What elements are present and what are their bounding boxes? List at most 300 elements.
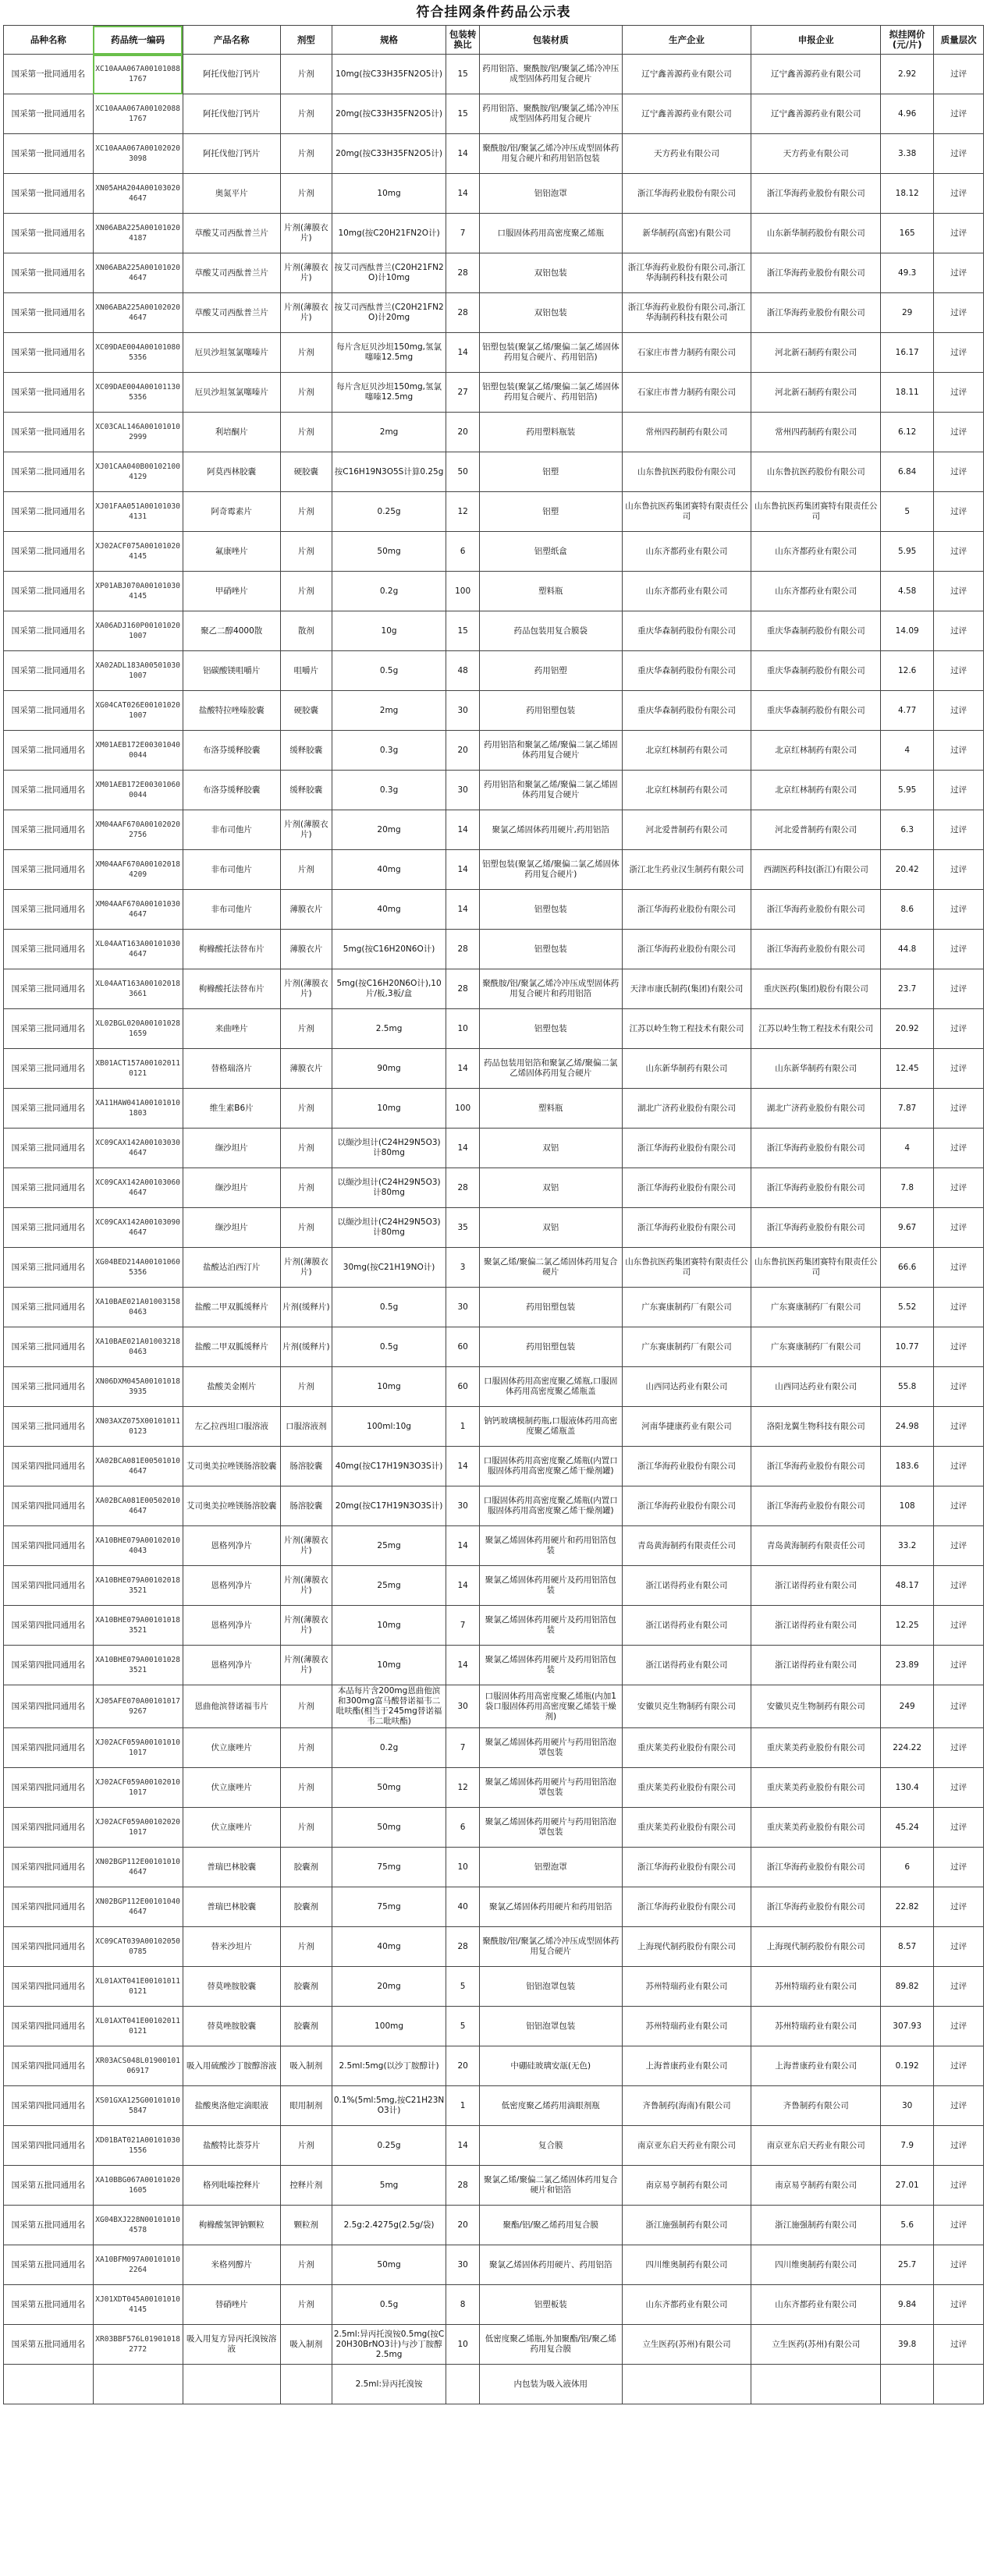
cell-variety: 国采第一批同通用名 bbox=[4, 55, 94, 94]
cell-product: 枸橼酸托法替布片 bbox=[183, 969, 280, 1009]
col-header-code[interactable]: 药品统一编码 bbox=[93, 26, 183, 55]
cell-code: XR03ACS048L0190010106917 bbox=[93, 2046, 183, 2086]
cell-code: XS01GXA125G001010105847 bbox=[93, 2086, 183, 2126]
cell-manufacturer: 苏州特瑞药业有限公司 bbox=[622, 2007, 751, 2046]
table-row[interactable] bbox=[4, 1728, 984, 1768]
cell-spec: 2mg bbox=[332, 691, 446, 731]
cell-applicant: 河北爱普制药有限公司 bbox=[751, 810, 881, 850]
table-row[interactable] bbox=[4, 1808, 984, 1848]
cell-spec: 按艾司西酞普兰(C20H21FN2O)计20mg bbox=[332, 293, 446, 333]
cell-dosage-form: 片剂(缓释片) bbox=[280, 1327, 332, 1367]
cell-quality: 过评 bbox=[934, 174, 984, 214]
table-row[interactable] bbox=[4, 1089, 984, 1129]
cell-dosage-form: 片剂 bbox=[280, 1367, 332, 1407]
cell-applicant: 山东鲁抗医药集团赛特有限责任公司 bbox=[751, 1248, 881, 1288]
table-row[interactable] bbox=[4, 1288, 984, 1327]
table-row[interactable] bbox=[4, 532, 984, 572]
cell-quality: 过评 bbox=[934, 1685, 984, 1728]
cell-variety: 国采第四批同通用名 bbox=[4, 1728, 94, 1768]
cell-quality: 过评 bbox=[934, 930, 984, 969]
cell-pack-material: 铝塑纸盒 bbox=[479, 532, 622, 572]
cell-product: 草酸艾司西酞普兰片 bbox=[183, 253, 280, 293]
table-row[interactable] bbox=[4, 1367, 984, 1407]
cell-pack-material: 聚酯/铝/聚乙烯药用复合膜 bbox=[479, 2206, 622, 2245]
cell-spec: 5mg(按C16H20N6O计) bbox=[332, 930, 446, 969]
cell-pack-material: 铝塑 bbox=[479, 492, 622, 532]
cell-applicant: 南京易亨制药有限公司 bbox=[751, 2166, 881, 2206]
cell-variety: 国采第四批同通用名 bbox=[4, 2007, 94, 2046]
cell-variety: 国采第三批同通用名 bbox=[4, 1129, 94, 1168]
cell-product: 盐酸二甲双胍缓释片 bbox=[183, 1288, 280, 1327]
cell-product: 吸入用复方异丙托溴铵溶液 bbox=[183, 2325, 280, 2365]
cell-dosage-form: 片剂(薄膜衣片) bbox=[280, 1606, 332, 1646]
cell-manufacturer: 浙江北生药业汉生制药有限公司 bbox=[622, 850, 751, 890]
cell-pack-material: 药用铝塑包装 bbox=[479, 691, 622, 731]
table-row[interactable] bbox=[4, 2166, 984, 2206]
cell-code: XA02ADL183A005010301007 bbox=[93, 651, 183, 691]
table-row[interactable] bbox=[4, 2285, 984, 2325]
cell-applicant: 上海现代制药股份有限公司 bbox=[751, 1927, 881, 1967]
cell-applicant: 齐鲁制药有限公司 bbox=[751, 2086, 881, 2126]
table-row[interactable] bbox=[4, 930, 984, 969]
cell-quality: 过评 bbox=[934, 1208, 984, 1248]
cell-product: 盐酸达泊西汀片 bbox=[183, 1248, 280, 1288]
cell-code: XC09DAE004A001011305356 bbox=[93, 373, 183, 413]
cell-manufacturer: 浙江华海药业股份有限公司,浙江华海制药科技有限公司 bbox=[622, 253, 751, 293]
cell-applicant: 广东赛康制药厂有限公司 bbox=[751, 1327, 881, 1367]
cell-product: 恩格列净片 bbox=[183, 1606, 280, 1646]
cell-quality: 过评 bbox=[934, 1288, 984, 1327]
cell-price: 130.4 bbox=[881, 1768, 934, 1808]
cell-dosage-form: 片剂 bbox=[280, 94, 332, 134]
cell-pack-ratio: 20 bbox=[446, 413, 480, 452]
table-row[interactable] bbox=[4, 1967, 984, 2007]
cell-quality: 过评 bbox=[934, 134, 984, 174]
table-row[interactable] bbox=[4, 1646, 984, 1685]
cell-manufacturer: 重庆莱美药业股份有限公司 bbox=[622, 1728, 751, 1768]
cell-price: 23.7 bbox=[881, 969, 934, 1009]
table-row[interactable] bbox=[4, 452, 984, 492]
cell-spec: 0.3g bbox=[332, 771, 446, 810]
cell-dosage-form: 片剂(薄膜衣片) bbox=[280, 1646, 332, 1685]
table-row[interactable] bbox=[4, 1927, 984, 1967]
cell-manufacturer: 山东齐都药业有限公司 bbox=[622, 532, 751, 572]
cell-spec: 以缬沙坦计(C24H29N5O3)计80mg bbox=[332, 1129, 446, 1168]
cell-spec: 以缬沙坦计(C24H29N5O3)计80mg bbox=[332, 1168, 446, 1208]
table-row[interactable] bbox=[4, 651, 984, 691]
cell-product: 替莫唑胺胶囊 bbox=[183, 2007, 280, 2046]
cell-price: 165 bbox=[881, 214, 934, 253]
cell-pack-material: 聚氯乙烯/聚偏二氯乙烯固体药用复合硬片和铝箔 bbox=[479, 2166, 622, 2206]
cell-price: 20.42 bbox=[881, 850, 934, 890]
cell-manufacturer: 辽宁鑫善源药业有限公司 bbox=[622, 94, 751, 134]
cell-pack-material: 复合膜 bbox=[479, 2126, 622, 2166]
cell-quality: 过评 bbox=[934, 1129, 984, 1168]
cell-spec: 0.5g bbox=[332, 1327, 446, 1367]
cell-price: 3.38 bbox=[881, 134, 934, 174]
cell-spec: 10mg bbox=[332, 174, 446, 214]
cell-spec: 20mg bbox=[332, 1967, 446, 2007]
cell-code: XC09CAT039A001020500785 bbox=[93, 1927, 183, 1967]
table-row[interactable] bbox=[4, 214, 984, 253]
cell-pack-material: 聚氯乙烯固体药用硬片和药用铝箔包装 bbox=[479, 1526, 622, 1566]
cell-applicant: 广东赛康制药厂有限公司 bbox=[751, 1288, 881, 1327]
cell-code: XN06ABA225A001010204187 bbox=[93, 214, 183, 253]
cell-variety bbox=[4, 2365, 94, 2404]
cell-code: XA10BFM097A001010102264 bbox=[93, 2245, 183, 2285]
table-row[interactable] bbox=[4, 1447, 984, 1486]
table-row[interactable] bbox=[4, 1566, 984, 1606]
table-row[interactable] bbox=[4, 2365, 984, 2404]
cell-applicant: 北京红林制药有限公司 bbox=[751, 771, 881, 810]
col-header-price: 拟挂网价(元/片) bbox=[881, 26, 934, 55]
cell-manufacturer: 浙江华海药业股份有限公司 bbox=[622, 1208, 751, 1248]
cell-price: 12.25 bbox=[881, 1606, 934, 1646]
cell-manufacturer: 江苏以岭生物工程技术有限公司 bbox=[622, 1009, 751, 1049]
cell-price: 33.2 bbox=[881, 1526, 934, 1566]
cell-quality: 过评 bbox=[934, 810, 984, 850]
cell-variety: 国采第一批同通用名 bbox=[4, 134, 94, 174]
cell-price: 108 bbox=[881, 1486, 934, 1526]
cell-dosage-form: 片剂(薄膜衣片) bbox=[280, 214, 332, 253]
cell-price: 45.24 bbox=[881, 1808, 934, 1848]
drug-table bbox=[3, 25, 984, 2404]
cell-pack-material: 口服固体药用高密度聚乙烯瓶,口服固体药用高密度聚乙烯瓶盖 bbox=[479, 1367, 622, 1407]
cell-manufacturer: 四川维奥制药有限公司 bbox=[622, 2245, 751, 2285]
cell-applicant: 浙江华海药业股份有限公司 bbox=[751, 1129, 881, 1168]
cell-product: 替格瑞洛片 bbox=[183, 1049, 280, 1089]
cell-pack-material: 聚氯乙烯固体药用硬片与药用铝箔泡罩包装 bbox=[479, 1808, 622, 1848]
cell-pack-material: 铝塑包装 bbox=[479, 930, 622, 969]
cell-applicant: 浙江华海药业股份有限公司 bbox=[751, 1168, 881, 1208]
table-row[interactable] bbox=[4, 691, 984, 731]
cell-product: 缬沙坦片 bbox=[183, 1129, 280, 1168]
cell-code: XA02BCA081E005010104647 bbox=[93, 1447, 183, 1486]
cell-product: 替莫唑胺胶囊 bbox=[183, 1967, 280, 2007]
cell-pack-ratio: 60 bbox=[446, 1367, 480, 1407]
cell-spec: 10g bbox=[332, 611, 446, 651]
cell-spec: 5mg bbox=[332, 2166, 446, 2206]
cell-code: XM01AEB172E003010600044 bbox=[93, 771, 183, 810]
cell-pack-ratio: 30 bbox=[446, 1685, 480, 1728]
cell-pack-ratio: 48 bbox=[446, 651, 480, 691]
cell-dosage-form: 片剂 bbox=[280, 1168, 332, 1208]
cell-code: XL01AXT041E001020110121 bbox=[93, 2007, 183, 2046]
table-row[interactable] bbox=[4, 771, 984, 810]
cell-manufacturer: 浙江施强制药有限公司 bbox=[622, 2206, 751, 2245]
table-row[interactable] bbox=[4, 1606, 984, 1646]
cell-code: XN05AHA204A001030204647 bbox=[93, 174, 183, 214]
cell-applicant: 重庆华森制药股份有限公司 bbox=[751, 691, 881, 731]
cell-pack-material: 聚氯乙烯固体药用硬片及药用铝箔包装 bbox=[479, 1646, 622, 1685]
cell-price: 23.89 bbox=[881, 1646, 934, 1685]
cell-code: XN03AXZ075X001010110123 bbox=[93, 1407, 183, 1447]
cell-manufacturer: 河南华捷康药业有限公司 bbox=[622, 1407, 751, 1447]
cell-dosage-form: 咀嚼片 bbox=[280, 651, 332, 691]
cell-product: 缬沙坦片 bbox=[183, 1208, 280, 1248]
cell-applicant: 江苏以岭生物工程技术有限公司 bbox=[751, 1009, 881, 1049]
cell-quality: 过评 bbox=[934, 1049, 984, 1089]
cell-variety: 国采第二批同通用名 bbox=[4, 572, 94, 611]
cell-manufacturer: 浙江华海药业股份有限公司 bbox=[622, 890, 751, 930]
cell-quality: 过评 bbox=[934, 1887, 984, 1927]
cell-price: 4.77 bbox=[881, 691, 934, 731]
cell-code: XJ02ACF075A001010204145 bbox=[93, 532, 183, 572]
cell-applicant: 山东齐都药业有限公司 bbox=[751, 572, 881, 611]
table-row[interactable] bbox=[4, 134, 984, 174]
cell-pack-material: 聚酰胺/铝/聚氯乙烯冷冲压成型固体药用复合硬片和药用铝箔包装 bbox=[479, 134, 622, 174]
cell-variety: 国采第五批同通用名 bbox=[4, 2285, 94, 2325]
cell-manufacturer: 山东齐都药业有限公司 bbox=[622, 572, 751, 611]
table-row[interactable] bbox=[4, 1887, 984, 1927]
cell-applicant: 山东齐都药业有限公司 bbox=[751, 532, 881, 572]
cell-product: 利培酮片 bbox=[183, 413, 280, 452]
cell-code: XC10AAA067A001020881767 bbox=[93, 94, 183, 134]
cell-quality: 过评 bbox=[934, 293, 984, 333]
cell-spec: 0.2g bbox=[332, 1728, 446, 1768]
cell-spec: 10mg(按C33H35FN2O5计) bbox=[332, 55, 446, 94]
table-row[interactable] bbox=[4, 2206, 984, 2245]
cell-product: 阿莫西林胶囊 bbox=[183, 452, 280, 492]
cell-price: 18.12 bbox=[881, 174, 934, 214]
cell-product: 厄贝沙坦氢氯噻嗪片 bbox=[183, 373, 280, 413]
cell-pack-material: 聚氯乙烯/聚偏二氯乙烯固体药用复合硬片 bbox=[479, 1248, 622, 1288]
cell-product: 聚乙二醇4000散 bbox=[183, 611, 280, 651]
table-row[interactable] bbox=[4, 810, 984, 850]
table-row[interactable] bbox=[4, 2325, 984, 2365]
cell-pack-material: 聚酰胺/铝/聚氯乙烯冷冲压成型固体药用复合硬片和药用铝箔 bbox=[479, 969, 622, 1009]
cell-dosage-form: 片剂 bbox=[280, 1009, 332, 1049]
cell-spec: 10mg bbox=[332, 1646, 446, 1685]
cell-price: 89.82 bbox=[881, 1967, 934, 2007]
cell-dosage-form: 片剂 bbox=[280, 850, 332, 890]
cell-pack-ratio bbox=[446, 2365, 480, 2404]
cell-code: XJ02ACF059A001010101017 bbox=[93, 1728, 183, 1768]
cell-quality: 过评 bbox=[934, 1967, 984, 2007]
cell-applicant: 辽宁鑫善源药业有限公司 bbox=[751, 55, 881, 94]
cell-pack-ratio: 20 bbox=[446, 731, 480, 771]
cell-quality: 过评 bbox=[934, 731, 984, 771]
cell-manufacturer: 浙江华海药业股份有限公司 bbox=[622, 930, 751, 969]
cell-manufacturer: 苏州特瑞药业有限公司 bbox=[622, 1967, 751, 2007]
cell-product: 伏立康唑片 bbox=[183, 1808, 280, 1848]
table-row[interactable] bbox=[4, 1486, 984, 1526]
cell-dosage-form: 片剂 bbox=[280, 1927, 332, 1967]
cell-spec: 0.5g bbox=[332, 1288, 446, 1327]
cell-spec: 20mg(按C33H35FN2O5计) bbox=[332, 134, 446, 174]
cell-dosage-form: 片剂(薄膜衣片) bbox=[280, 810, 332, 850]
cell-dosage-form: 片剂 bbox=[280, 1129, 332, 1168]
cell-dosage-form: 肠溶胶囊 bbox=[280, 1486, 332, 1526]
table-row[interactable] bbox=[4, 1049, 984, 1089]
table-row[interactable] bbox=[4, 1009, 984, 1049]
table-row[interactable] bbox=[4, 2245, 984, 2285]
table-row[interactable] bbox=[4, 850, 984, 890]
cell-spec: 2.5ml:5mg(以沙丁胺醇计) bbox=[332, 2046, 446, 2086]
cell-product: 伏立康唑片 bbox=[183, 1728, 280, 1768]
cell-applicant: 重庆华森制药股份有限公司 bbox=[751, 611, 881, 651]
cell-code: XC09CAX142A001030304647 bbox=[93, 1129, 183, 1168]
cell-pack-material: 聚氯乙烯固体药用硬片,药用铝箔 bbox=[479, 810, 622, 850]
col-header-applicant: 申报企业 bbox=[751, 26, 881, 55]
table-row[interactable] bbox=[4, 1407, 984, 1447]
cell-code: XA10BAE021A010032180463 bbox=[93, 1327, 183, 1367]
table-row[interactable] bbox=[4, 1248, 984, 1288]
cell-price: 12.6 bbox=[881, 651, 934, 691]
cell-variety: 国采第一批同通用名 bbox=[4, 333, 94, 373]
table-row[interactable] bbox=[4, 2126, 984, 2166]
table-row[interactable] bbox=[4, 2046, 984, 2086]
cell-pack-material: 铝铝泡罩 bbox=[479, 174, 622, 214]
cell-spec: 2.5ml:异丙托溴铵 bbox=[332, 2365, 446, 2404]
col-header-pack-ratio: 包装转换比 bbox=[446, 26, 480, 55]
cell-pack-ratio: 5 bbox=[446, 2007, 480, 2046]
cell-pack-ratio: 14 bbox=[446, 134, 480, 174]
cell-applicant: 河北新石制药有限公司 bbox=[751, 333, 881, 373]
table-row[interactable] bbox=[4, 731, 984, 771]
cell-applicant: 山东新华制药股份有限公司 bbox=[751, 214, 881, 253]
cell-dosage-form: 眼用制剂 bbox=[280, 2086, 332, 2126]
table-row[interactable] bbox=[4, 1848, 984, 1887]
cell-product: 非布司他片 bbox=[183, 890, 280, 930]
cell-product: 维生素B6片 bbox=[183, 1089, 280, 1129]
cell-spec: 0.25g bbox=[332, 492, 446, 532]
cell-applicant: 天方药业有限公司 bbox=[751, 134, 881, 174]
cell-product: 布洛芬缓释胶囊 bbox=[183, 771, 280, 810]
table-row[interactable] bbox=[4, 333, 984, 373]
cell-pack-ratio: 7 bbox=[446, 1728, 480, 1768]
cell-quality: 过评 bbox=[934, 532, 984, 572]
table-row[interactable] bbox=[4, 2086, 984, 2126]
cell-pack-material: 口服固体药用高密度聚乙烯瓶 bbox=[479, 214, 622, 253]
table-row[interactable] bbox=[4, 55, 984, 94]
cell-dosage-form: 吸入制剂 bbox=[280, 2325, 332, 2365]
table-row[interactable] bbox=[4, 94, 984, 134]
table-row[interactable] bbox=[4, 611, 984, 651]
cell-spec: 75mg bbox=[332, 1848, 446, 1887]
cell-pack-material: 铝塑包装 bbox=[479, 890, 622, 930]
cell-variety: 国采第三批同通用名 bbox=[4, 810, 94, 850]
cell-manufacturer: 山西同达药业有限公司 bbox=[622, 1367, 751, 1407]
cell-manufacturer: 上海普康药业有限公司 bbox=[622, 2046, 751, 2086]
table-row[interactable] bbox=[4, 890, 984, 930]
cell-applicant: 南京亚东启天药业有限公司 bbox=[751, 2126, 881, 2166]
cell-dosage-form: 片剂 bbox=[280, 1685, 332, 1728]
cell-variety: 国采第四批同通用名 bbox=[4, 2126, 94, 2166]
cell-dosage-form: 片剂(薄膜衣片) bbox=[280, 1526, 332, 1566]
cell-spec: 2mg bbox=[332, 413, 446, 452]
cell-spec: 10mg(按C20H21FN2O计) bbox=[332, 214, 446, 253]
cell-pack-material: 钠钙玻璃模制药瓶,口服液体药用高密度聚乙烯瓶盖 bbox=[479, 1407, 622, 1447]
cell-quality: 过评 bbox=[934, 1367, 984, 1407]
table-row[interactable] bbox=[4, 1327, 984, 1367]
cell-applicant: 浙江诺得药业有限公司 bbox=[751, 1646, 881, 1685]
cell-dosage-form: 片剂(薄膜衣片) bbox=[280, 1248, 332, 1288]
table-row[interactable] bbox=[4, 969, 984, 1009]
cell-pack-material: 聚氯乙烯固体药用硬片及药用铝箔包装 bbox=[479, 1606, 622, 1646]
cell-dosage-form: 片剂(薄膜衣片) bbox=[280, 969, 332, 1009]
cell-dosage-form: 胶囊剂 bbox=[280, 2007, 332, 2046]
cell-manufacturer: 石家庄市普力制药有限公司 bbox=[622, 333, 751, 373]
cell-pack-ratio: 50 bbox=[446, 452, 480, 492]
cell-code: XJ02ACF059A001020101017 bbox=[93, 1768, 183, 1808]
table-row[interactable] bbox=[4, 293, 984, 333]
cell-quality: 过评 bbox=[934, 2285, 984, 2325]
cell-manufacturer: 浙江华海药业股份有限公司 bbox=[622, 1447, 751, 1486]
cell-dosage-form: 片剂 bbox=[280, 1208, 332, 1248]
cell-variety: 国采第三批同通用名 bbox=[4, 1208, 94, 1248]
cell-code: XP01ABJ070A001010304145 bbox=[93, 572, 183, 611]
table-row[interactable] bbox=[4, 1526, 984, 1566]
cell-dosage-form: 肠溶胶囊 bbox=[280, 1447, 332, 1486]
table-row[interactable] bbox=[4, 1129, 984, 1168]
table-row[interactable] bbox=[4, 373, 984, 413]
cell-code: XG04BXJ228N001010104578 bbox=[93, 2206, 183, 2245]
cell-pack-material: 聚氯乙烯固体药用硬片、药用铝箔 bbox=[479, 2245, 622, 2285]
cell-quality: 过评 bbox=[934, 1486, 984, 1526]
cell-variety: 国采第三批同通用名 bbox=[4, 1407, 94, 1447]
cell-pack-material: 中硼硅玻璃安瓿(无色) bbox=[479, 2046, 622, 2086]
cell-product: 草酸艾司西酞普兰片 bbox=[183, 293, 280, 333]
table-row[interactable] bbox=[4, 1208, 984, 1248]
cell-applicant: 重庆医药(集团)股份有限公司 bbox=[751, 969, 881, 1009]
cell-pack-material: 双铝包装 bbox=[479, 293, 622, 333]
cell-variety: 国采第四批同通用名 bbox=[4, 1447, 94, 1486]
cell-price bbox=[881, 2365, 934, 2404]
table-row[interactable] bbox=[4, 492, 984, 532]
cell-code: XD01BAT021A001010301556 bbox=[93, 2126, 183, 2166]
cell-pack-ratio: 28 bbox=[446, 1927, 480, 1967]
table-row[interactable] bbox=[4, 1685, 984, 1728]
cell-pack-material: 药用塑料瓶装 bbox=[479, 413, 622, 452]
cell-manufacturer: 浙江华海药业股份有限公司 bbox=[622, 1848, 751, 1887]
cell-quality: 过评 bbox=[934, 1646, 984, 1685]
table-row[interactable] bbox=[4, 2007, 984, 2046]
cell-spec: 40mg bbox=[332, 850, 446, 890]
cell-code: XA10BHE079A001020104043 bbox=[93, 1526, 183, 1566]
cell-variety: 国采第四批同通用名 bbox=[4, 1927, 94, 1967]
table-row[interactable] bbox=[4, 174, 984, 214]
cell-pack-ratio: 28 bbox=[446, 930, 480, 969]
cell-product: 恩格列净片 bbox=[183, 1566, 280, 1606]
col-header-variety: 品种名称 bbox=[4, 26, 94, 55]
cell-manufacturer: 浙江诺得药业有限公司 bbox=[622, 1566, 751, 1606]
table-row[interactable] bbox=[4, 572, 984, 611]
table-row[interactable] bbox=[4, 253, 984, 293]
cell-variety: 国采第三批同通用名 bbox=[4, 1288, 94, 1327]
cell-manufacturer: 浙江华海药业股份有限公司 bbox=[622, 1129, 751, 1168]
cell-spec: 0.5g bbox=[332, 2285, 446, 2325]
cell-applicant: 立生医药(苏州)有限公司 bbox=[751, 2325, 881, 2365]
cell-dosage-form: 片剂 bbox=[280, 1808, 332, 1848]
cell-manufacturer: 重庆莱美药业股份有限公司 bbox=[622, 1808, 751, 1848]
table-row[interactable] bbox=[4, 1168, 984, 1208]
cell-spec: 2.5mg bbox=[332, 1009, 446, 1049]
cell-pack-ratio: 100 bbox=[446, 1089, 480, 1129]
cell-spec: 20mg bbox=[332, 810, 446, 850]
cell-spec: 0.5g bbox=[332, 651, 446, 691]
cell-code bbox=[93, 2365, 183, 2404]
cell-variety: 国采第四批同通用名 bbox=[4, 2046, 94, 2086]
table-row[interactable] bbox=[4, 1768, 984, 1808]
cell-pack-material: 药品包装用复合膜袋 bbox=[479, 611, 622, 651]
cell-applicant: 安徽贝克生物制药有限公司 bbox=[751, 1685, 881, 1728]
table-row[interactable] bbox=[4, 413, 984, 452]
cell-pack-ratio: 100 bbox=[446, 572, 480, 611]
cell-applicant: 重庆莱美药业股份有限公司 bbox=[751, 1728, 881, 1768]
cell-price: 39.8 bbox=[881, 2325, 934, 2365]
cell-applicant: 山东齐都药业有限公司 bbox=[751, 2285, 881, 2325]
